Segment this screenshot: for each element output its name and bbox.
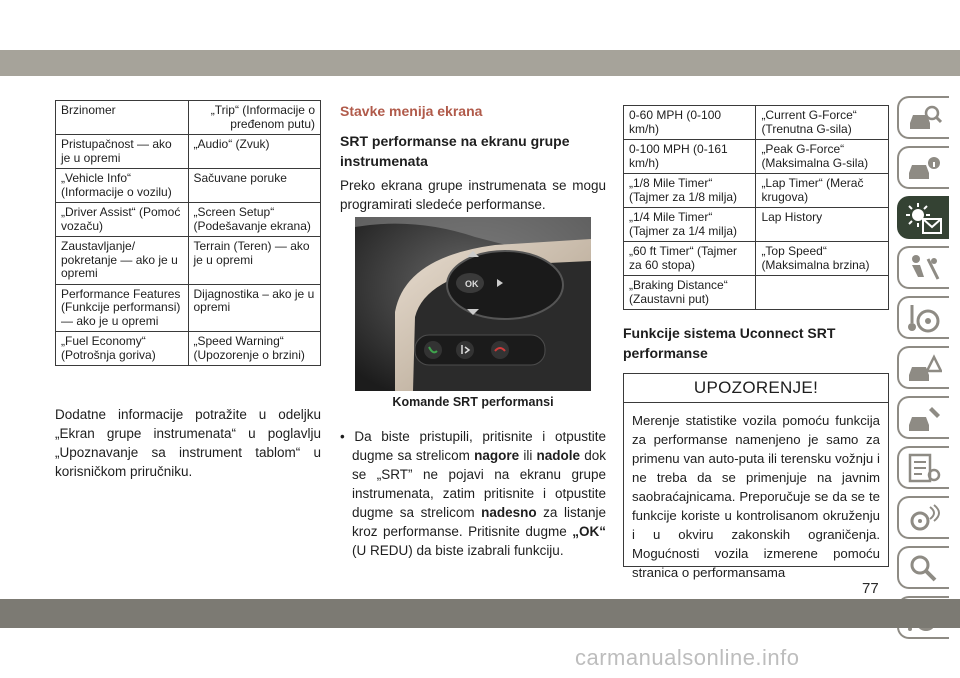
table-row xyxy=(624,242,889,276)
tab-specifications[interactable] xyxy=(897,446,949,489)
ok-button-label: OK xyxy=(465,279,479,289)
table-row xyxy=(56,135,321,169)
bullet-part: za listanje kroz performanse. Pritisnite dugme xyxy=(352,505,606,539)
table-cell: 0-60 MPH (0-100 km/h) xyxy=(624,106,756,140)
steering-wheel-controls-photo xyxy=(355,217,591,391)
table-cell: „Top Speed“ (Maksimalna brzina) xyxy=(756,242,889,276)
checklist-icon xyxy=(906,453,942,485)
tab-car-magnifier[interactable] xyxy=(897,96,949,139)
performance-features-table xyxy=(623,105,889,310)
warning-box xyxy=(623,373,889,580)
table-cell: „1/8 Mile Timer“ (Tajmer za 1/8 milja) xyxy=(624,174,756,208)
table-row xyxy=(56,203,321,237)
table-cell: Brzinomer xyxy=(56,101,189,135)
table-cell: „Audio“ (Zvuk) xyxy=(188,135,321,169)
car-service-icon xyxy=(906,403,942,435)
table-row xyxy=(56,284,321,332)
driver-airbag-icon xyxy=(906,253,942,285)
watermark: carmanualsonline.info xyxy=(575,645,800,670)
tab-emergency[interactable] xyxy=(897,346,949,389)
table-row xyxy=(624,106,889,140)
table-cell: „60 ft Timer“ (Tajmer za 60 stopa) xyxy=(624,242,756,276)
table-cell: „Screen Setup“ (Podešavanje ekrana) xyxy=(188,203,321,237)
left-paragraph: Dodatne informacije potražite u odeljku „Ekran grupe instrumenata“ u poglavlju „Upoznavanje sa instrument tablom“ u korisničkom priručniku. xyxy=(55,407,321,479)
tab-multimedia[interactable] xyxy=(897,496,949,539)
multimedia-icon xyxy=(906,503,942,535)
page-number: 77 xyxy=(862,580,879,597)
index-search-icon xyxy=(906,553,942,585)
table-cell: „Fuel Economy“ (Potrošnja goriva) xyxy=(56,332,189,366)
bullet-bold-up: nagore xyxy=(474,448,520,463)
top-band xyxy=(0,50,960,76)
tab-car-info[interactable] xyxy=(897,146,949,189)
table-row xyxy=(624,174,889,208)
table-cell: „Lap Timer“ (Merač krugova) xyxy=(756,174,889,208)
table-cell: „Speed Warning“ (Upozorenje o brzini) xyxy=(188,332,321,366)
table-cell: „Peak G-Force“ (Maksimalna G-sila) xyxy=(756,140,889,174)
table-row xyxy=(56,101,321,135)
table-cell xyxy=(756,276,889,310)
warning-text: Merenje statistike vozila pomoću funkcija za performanse namenjeno je samo za primenu van auto-puta ili terensku vožnju i ne treba da se primenjuje na javnim saobraćajnicama. Preporučuje se da se te funkcije koriste u kontrolisanom okruženju i u okviru zakonskih ograničenja. Mogućnosti vozila izmerene pomoću stranica o performansama xyxy=(632,413,880,580)
bullet-part: ili xyxy=(519,448,537,463)
tab-safety[interactable] xyxy=(897,246,949,289)
photo-caption: Komande SRT performansi xyxy=(392,395,554,409)
emergency-triangle-car-icon xyxy=(906,353,942,385)
table-cell: Dijagnostika – ako je u opremi xyxy=(188,284,321,332)
bullet-text xyxy=(340,427,606,560)
table-cell: „1/4 Mile Timer“ (Tajmer za 1/4 milja) xyxy=(624,208,756,242)
bullet-part: Da biste pristupili, pritisnite i otpustite dugme sa strelicom xyxy=(352,429,606,463)
tab-servicing[interactable] xyxy=(897,396,949,439)
bullet-part: dok se „SRT” ne pojavi na ekranu grupe instrumenata, zatim pritisnite i otpustite dugme sa strelicom xyxy=(352,448,607,520)
table-cell: Terrain (Teren) — ako je u opremi xyxy=(188,237,321,285)
table-cell: 0-100 MPH (0-161 km/h) xyxy=(624,140,756,174)
steering-wheel-tools-icon xyxy=(906,303,942,335)
table-cell: „Driver Assist“ (Pomoć vozaču) xyxy=(56,203,189,237)
car-magnifier-icon xyxy=(906,103,942,135)
table-row xyxy=(56,169,321,203)
table-row xyxy=(624,208,889,242)
warning-title: UPOZORENJE! xyxy=(624,374,888,403)
section-heading: Stavke menija ekrana xyxy=(340,103,483,119)
table-cell: Sačuvane poruke xyxy=(188,169,321,203)
subsection-heading: SRT performanse na ekranu grupe instrumenata xyxy=(340,133,570,169)
table-row xyxy=(624,140,889,174)
table-cell: Pristupačnost — ako je u opremi xyxy=(56,135,189,169)
table-cell: „Braking Distance“ (Zaustavni put) xyxy=(624,276,756,310)
car-info-icon xyxy=(906,153,942,185)
intro-paragraph: Preko ekrana grupe instrumenata se mogu programirati sledeće performanse. xyxy=(340,178,606,212)
tab-customer-assistance[interactable] xyxy=(897,546,949,589)
bullet-part: (U REDU) da biste izabrali funkciju. xyxy=(352,543,564,558)
tab-warning-lights-messages[interactable] xyxy=(897,196,949,239)
bullet-mark: • xyxy=(340,429,345,444)
table-cell: „Trip“ (Informacije o pređenom putu) xyxy=(188,101,321,135)
table-row xyxy=(56,332,321,366)
warning-light-message-icon xyxy=(906,203,942,235)
table-cell: „Current G-Force“ (Trenutna G-sila) xyxy=(756,106,889,140)
bullet-bold-down: nadole xyxy=(536,448,581,463)
bottom-band xyxy=(0,599,960,628)
left-options-table xyxy=(55,100,321,366)
bullet-bold-ok: „OK“ xyxy=(572,524,606,539)
table-cell: Performance Features (Funkcije performansi) — ako je u opremi xyxy=(56,284,189,332)
chapter-tabs xyxy=(897,96,949,646)
instruction-bullet xyxy=(340,427,606,560)
table-row xyxy=(56,237,321,285)
table-cell: „Vehicle Info“ (Informacije o vozilu) xyxy=(56,169,189,203)
table-cell: Lap History xyxy=(756,208,889,242)
tab-starting-operating[interactable] xyxy=(897,296,949,339)
subsection-heading-uconnect: Funkcije sistema Uconnect SRT performanse xyxy=(623,325,836,361)
table-cell: Zaustavljanje/ pokretanje — ako je u opremi xyxy=(56,237,189,285)
bullet-bold-right: nadesno xyxy=(481,505,537,520)
table-row xyxy=(624,276,889,310)
